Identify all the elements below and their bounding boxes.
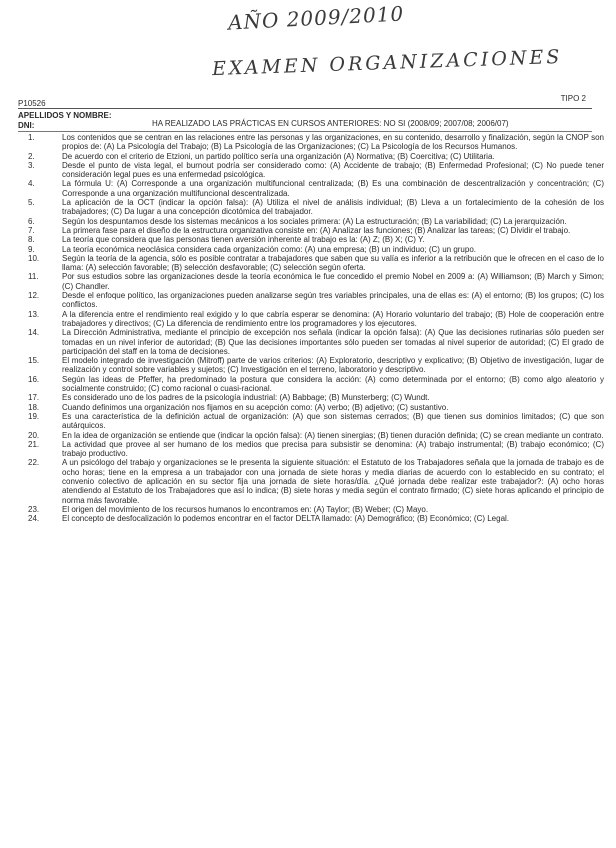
handwritten-exam-title: EXAMEN ORGANIZACIONES (211, 45, 563, 81)
question-number: 10. (28, 253, 40, 263)
question-number: 17. (28, 393, 40, 403)
question-text: La primera fase para el diseño de la estructura organizativa consiste en: (A) Analizar las funciones; (B) Analizar las tareas; (C) Dividir el trabajo. (62, 225, 571, 235)
question-mark (14, 226, 28, 235)
question-text: El modelo integrado de investigación (Mitroff) parte de varios criterios: (A) Exploratorio, descriptivo y explicativo; (B) Objetivo de investigación, lugar de realización y control sobre variables y sujetos; (C) Investigación en el terreno, laboratorio y descriptivo. (62, 356, 604, 375)
question-number: 18. (28, 402, 40, 412)
question-item (14, 458, 604, 504)
question-item (14, 328, 604, 356)
question-item (14, 393, 604, 402)
question-number: 23. (28, 504, 40, 514)
question-text: Desde el punto de vista legal, el burnout podría ser considerado como: (A) Accidente de trabajo; (B) Enfermedad Profesional; (C) No puede tener consideración legal pues es una enfermedad psicológica. (62, 160, 604, 180)
question-item (14, 226, 604, 235)
question-mark (14, 161, 28, 180)
question-mark (14, 291, 28, 310)
question-text: La teoría que considera que las personas tienen aversión inherente al trabajo es la: (A) Z; (B) X; (C) Y. (62, 235, 425, 245)
question-number: 11. (28, 272, 39, 282)
question-mark (14, 310, 28, 329)
question-number: 24. (28, 514, 40, 524)
question-item (14, 198, 604, 217)
practicas-line: HA REALIZADO LAS PRÁCTICAS EN CURSOS ANTERIORES: NO SI (2008/09; 2007/08; 2006/07) (152, 119, 509, 128)
question-mark (14, 133, 28, 152)
question-item (14, 272, 604, 291)
question-mark (14, 328, 28, 356)
question-item (14, 152, 604, 161)
question-mark (14, 217, 28, 226)
question-text: La aplicación de la OCT (indicar la opción falsa): (A) Utiliza el nivel de análisis individual; (B) Lleva a un fortalecimiento de la cohesión de los trabajadores; (C) Da lugar a una concepción dicotómica del trabajador. (62, 198, 604, 217)
question-text: El concepto de desfocalización lo podemos encontrar en el factor DELTA llamado: (A) Demográfico; (B) Económico; (C) Legal. (62, 514, 510, 524)
question-text: En la idea de organización se entiende que (indicar la opción falsa): (A) tienen sinergias; (B) tienen duración definida; (C) se crean mediante un contrato. (62, 430, 604, 440)
question-mark (14, 505, 28, 514)
name-field-label: APELLIDOS Y NOMBRE: (18, 111, 112, 120)
question-mark (14, 375, 28, 394)
question-mark (14, 179, 28, 198)
question-number: 20. (28, 430, 40, 440)
question-item (14, 235, 604, 244)
question-text: Los contenidos que se centran en las relaciones entre las personas y las organizaciones, en su contenido, desarrollo y finalización, según la CNOP son propios de: (A) La Psicología del Trabajo; (B) La Psicología de las Organizaciones; (C) La Psicología de los Recursos Humanos. (62, 133, 604, 152)
question-mark (14, 514, 28, 523)
question-number: 9. (28, 244, 35, 254)
question-number: 19. (28, 411, 40, 421)
question-mark (14, 403, 28, 412)
question-mark (14, 412, 28, 431)
question-mark (14, 440, 28, 459)
question-item (14, 431, 604, 440)
question-text: Según la teoría de la agencia, sólo es posible contratar a trabajadores que saben que su valía es inferior a la retribución que le ofrecen en el caso de lo llama: (A) selección favorable; (B) selección desfavorable; (C) selección según oferta. (62, 253, 604, 273)
question-item (14, 505, 604, 514)
subheader-divider (18, 131, 592, 132)
question-number: 14. (28, 328, 40, 338)
question-item (14, 514, 604, 523)
question-mark (14, 254, 28, 273)
question-item (14, 291, 604, 310)
exam-type: TIPO 2 (560, 94, 586, 103)
question-mark (14, 393, 28, 402)
question-text: El origen del movimiento de los recursos humanos lo encontramos en: (A) Taylor; (B) Weber; (C) Mayo. (62, 504, 429, 514)
question-item (14, 245, 604, 254)
question-mark (14, 152, 28, 161)
question-text: A la diferencia entre el rendimiento real exigido y lo que cabría esperar se denomina: (A) Horario voluntario del trabajo; (B) Hole de cooperación entre trabajadores y directivos; (C) La diferencia de rendimiento entre los programadores y los ejecutores. (62, 309, 604, 328)
question-mark (14, 235, 28, 244)
question-number: 8. (28, 235, 35, 245)
question-number: 21. (28, 439, 40, 449)
question-text: La teoría económica neoclásica considera cada organización como: (A) una empresa; (B) un individuo; (C) un grupo. (62, 244, 476, 254)
question-item (14, 133, 604, 152)
question-item (14, 440, 604, 459)
question-item (14, 356, 604, 375)
question-number: 4. (28, 179, 35, 189)
question-mark (14, 198, 28, 217)
question-number: 12. (28, 291, 40, 301)
question-item (14, 412, 604, 431)
question-mark (14, 458, 28, 504)
question-mark (14, 356, 28, 375)
question-text: Por sus estudios sobre las organizaciones desde la teoría económica le fue concedido el premio Nobel en 2009 a: (A) Williamson; (B) March y Simon; (C) Chandler. (62, 272, 604, 291)
question-text: Es una característica de la definición actual de organización: (A) que son sistemas cerrados; (B) que tienen sus dominios limitados; (C) que son autárquicos. (62, 411, 604, 431)
question-number: 16. (28, 374, 40, 384)
question-number: 22. (28, 458, 40, 468)
question-text: Es considerado uno de los padres de la psicología industrial: (A) Babbage; (B) Munsterberg; (C) Wundt. (62, 393, 430, 403)
document-code: P10526 (18, 99, 46, 108)
question-number: 2. (28, 151, 35, 161)
question-item (14, 403, 604, 412)
question-text: La actividad que provee al ser humano de los medios que precisa para subsistir se denomina: (A) trabajo instrumental; (B) trabajo económico; (C) trabajo productivo. (62, 439, 604, 459)
question-mark (14, 245, 28, 254)
question-text: Desde el enfoque político, las organizaciones pueden analizarse según tres variables principales, una de ellas es: (A) el entorno; (B) los grupos; (C) los conflictos. (62, 291, 604, 310)
question-item (14, 254, 604, 273)
question-list (14, 133, 604, 523)
question-mark (14, 272, 28, 291)
question-number: 13. (28, 309, 40, 319)
dni-field-label: DNI: (18, 121, 35, 130)
question-item (14, 179, 604, 198)
question-text: De acuerdo con el criterio de Etzioni, un partido político sería una organización (A) Normativa; (B) Coercitiva; (C) Utilitaria. (62, 151, 495, 161)
question-mark (14, 431, 28, 440)
question-text: A un psicólogo del trabajo y organizaciones se le presenta la siguiente situación: el Estatuto de los Trabajadores señala que la jornada de trabajo es de ocho horas; tiene en la empresa a un trabajador con una jornada de siete horas y media diarias de acuerdo con lo establecido en su contrato; el convenio colectivo de aplicación en su sector fija una jornada de siete horas/día. ¿Qué jornada debe realizar este trabajador?: (A) ocho horas atendiendo al Estatuto de los Trabajadores que así lo indica; (B) siete horas y media según el contrato firmado; (C) siete horas aplicando el principio de norma más favorable. (62, 458, 604, 505)
question-text: La Dirección Administrativa, mediante el principio de excepción nos señala (indicar la opción falsa): (A) Que las decisiones rutinarias sólo pueden ser tomadas en un nivel inferior de autoridad; (B) Que las decisiones importantes sólo pueden ser tomadas al nivel superior de autoridad; (C) El grado de participación del staff en la toma de decisiones. (62, 328, 604, 356)
question-number: 15. (28, 356, 40, 366)
question-text: La fórmula U: (A) Corresponde a una organización multifuncional centralizada; (B) Es una combinación de descentralización y concentración; (C) Corresponde a una organización multifuncional descentralizada. (62, 179, 604, 198)
question-number: 7. (28, 225, 35, 235)
question-number: 6. (28, 216, 35, 226)
question-number: 5. (28, 198, 35, 208)
question-item (14, 375, 604, 394)
question-number: 3. (28, 160, 35, 170)
header-divider (18, 108, 592, 109)
question-item (14, 217, 604, 226)
question-text: Según los despuntamos desde los sistemas mecánicos a los sociales primera: (A) La estructuración; (B) La variabilidad; (C) La jerarquización. (62, 216, 567, 226)
question-text: Cuando definimos una organización nos fijamos en su acepción como: (A) verbo; (B) adjetivo; (C) sustantivo. (62, 402, 449, 412)
question-item (14, 310, 604, 329)
question-text: Según las ideas de Pfeffer, ha predominado la postura que considera la acción: (A) como determinada por el entorno; (B) como algo aleatorio y socialmente construido; (C) como racional o cuasi-racional. (62, 374, 604, 394)
handwritten-year: AÑO 2009/2010 (227, 1, 405, 35)
question-number: 1. (28, 133, 35, 142)
question-item (14, 161, 604, 180)
